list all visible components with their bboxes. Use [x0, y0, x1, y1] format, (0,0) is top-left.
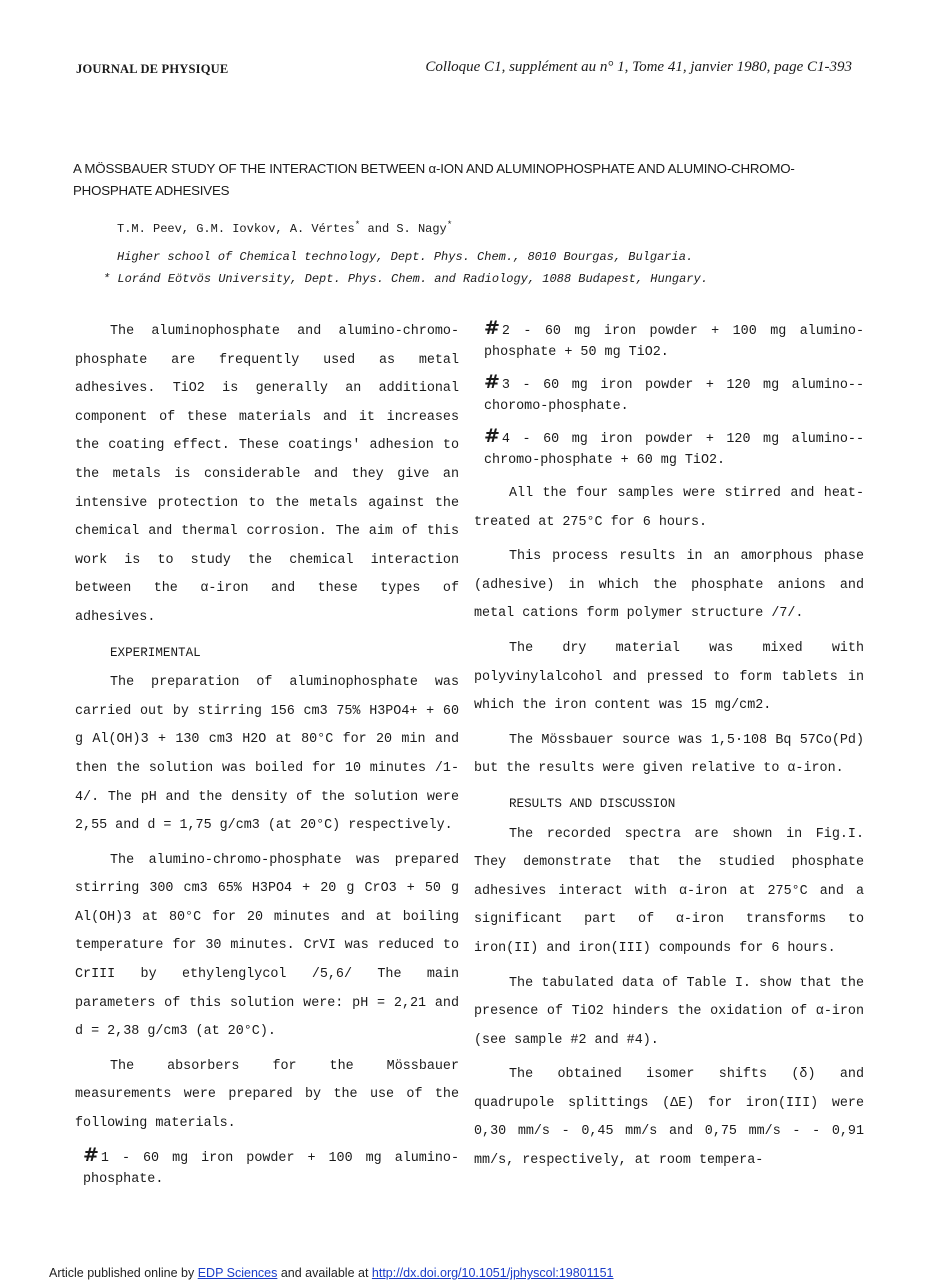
section-heading-results: RESULTS AND DISCUSSION: [509, 796, 676, 811]
sample-number: 4: [501, 432, 510, 447]
footer-prefix: Article published online by: [49, 1266, 198, 1280]
paragraph: The absorbers for the Mössbauer measurements were prepared by the use of the following materials.: [75, 1058, 459, 1132]
sample-text: - 60 mg iron powder + 120 mg alumino--choromo-phosphate.: [484, 378, 864, 414]
left-column: [75, 318, 459, 1199]
journal-name: JOURNAL DE PHYSIQUE: [76, 62, 229, 76]
sample-number: 3: [501, 378, 510, 393]
sample-item-3: [474, 372, 864, 417]
citation-line: Colloque C1, supplément au n° 1, Tome 41, janvier 1980, page C1-393: [425, 59, 852, 75]
affiliation-1: Higher school of Chemical technology, Dept. Phys. Chem., 8010 Bourgas, Bulgaria.: [117, 250, 694, 264]
sample-text: - 60 mg iron powder + 100 mg alumino-phosphate.: [83, 1150, 459, 1187]
hash-icon: #: [484, 317, 500, 339]
doi-link[interactable]: http://dx.doi.org/10.1051/jphyscol:19801151: [371, 1266, 614, 1280]
footer: [49, 1266, 614, 1280]
publisher-link[interactable]: EDP Sciences: [197, 1266, 278, 1280]
paragraph: The alumino-chromo-phosphate was prepared stirring 300 cm3 65% H3PO4 + 20 g CrO3 + 50 g Al(OH)3 at 80°C for 20 minutes and at boiling temperature for 30 minutes. CrVI was reduced to CrIII by ethylenglycol /5,6/ The main parameters of this solution were: pH = 2,21 and d = 2,38 g/cm3 (at 20°C).: [75, 852, 459, 1040]
hash-icon: #: [83, 1143, 99, 1166]
paragraph: The Mössbauer source was 1,5·108 Bq 57Co(Pd) but the results were given relative to α-iron.: [474, 732, 864, 777]
sample-number: 1: [100, 1150, 109, 1166]
paper-title: A MÖSSBAUER STUDY OF THE INTERACTION BETWEEN α-ION AND ALUMINOPHOSPHATE AND ALUMINO-CHROMO-PHOSPHATE ADHESIVES: [73, 161, 795, 198]
affiliation-2: * Loránd Eötvös University, Dept. Phys. Chem. and Radiology, 1088 Budapest, Hungary.: [103, 272, 708, 286]
paragraph: The recorded spectra are shown in Fig.I. They demonstrate that the studied phosphate adhesives interact with α-iron at 275°C and a significant part of α-iron transforms to iron(II) and iron(III) compounds for 6 hours.: [474, 826, 864, 956]
paragraph: The aluminophosphate and alumino-chromo-phosphate are frequently used as metal adhesives. TiO2 is generally an additional component of these materials and it increases the coating effect. These coatings' adhesion to the metals is considerable and they give an intensive protection to the metals against the chemical and thermal corrosion. The aim of this work is to study the chemical interaction between the α-iron and these types of adhesives.: [75, 324, 459, 625]
hash-icon: #: [484, 371, 500, 393]
paragraph: This process results in an amorphous phase (adhesive) in which the phosphate anions and metal cations form polymer structure /7/.: [474, 549, 864, 622]
right-column: [474, 318, 864, 1182]
sample-number: 2: [501, 324, 510, 339]
sample-item-2: [474, 318, 864, 363]
sample-text: - 60 mg iron powder + 100 mg alumino-phosphate + 50 mg TiO2.: [484, 324, 864, 360]
paragraph: All the four samples were stirred and heat-treated at 275°C for 6 hours.: [474, 486, 864, 530]
affiliation-mark: *: [354, 219, 361, 230]
section-heading-experimental: EXPERIMENTAL: [110, 645, 201, 660]
paragraph: The tabulated data of Table I. show that the presence of TiO2 hinders the oxidation of α-iron (see sample #2 and #4).: [474, 975, 864, 1048]
hash-icon: #: [484, 425, 500, 447]
affiliation-mark: *: [446, 219, 453, 230]
author-names: T.M. Peev, G.M. Iovkov, A. Vértes: [117, 222, 355, 236]
authors: [117, 219, 453, 236]
sample-item-4: [474, 426, 864, 471]
footer-middle: and available at: [277, 1266, 372, 1280]
sample-item-1: [75, 1145, 459, 1190]
paragraph: The preparation of aluminophosphate was carried out by stirring 156 cm3 75% H3PO4+ + 60 g Al(OH)3 + 130 cm3 H2O at 80°C for 20 min and then the solution was boiled for 10 minutes /1-4/. The pH and the density of the solution were 2,55 and d = 1,75 g/cm3 (at 20°C) respectively.: [75, 675, 459, 834]
author-last: and S. Nagy: [360, 222, 447, 236]
paragraph: The obtained isomer shifts (δ) and quadrupole splittings (ΔE) for iron(III) were 0,30 mm/s - 0,45 mm/s and 0,75 mm/s - - 0,91 mm/s, respectively, at room tempera-: [474, 1067, 864, 1169]
sample-text: - 60 mg iron powder + 120 mg alumino--chromo-phosphate + 60 mg TiO2.: [484, 432, 864, 468]
paragraph: The dry material was mixed with polyvinylalcohol and pressed to form tablets in which the iron content was 15 mg/cm2.: [474, 640, 864, 714]
